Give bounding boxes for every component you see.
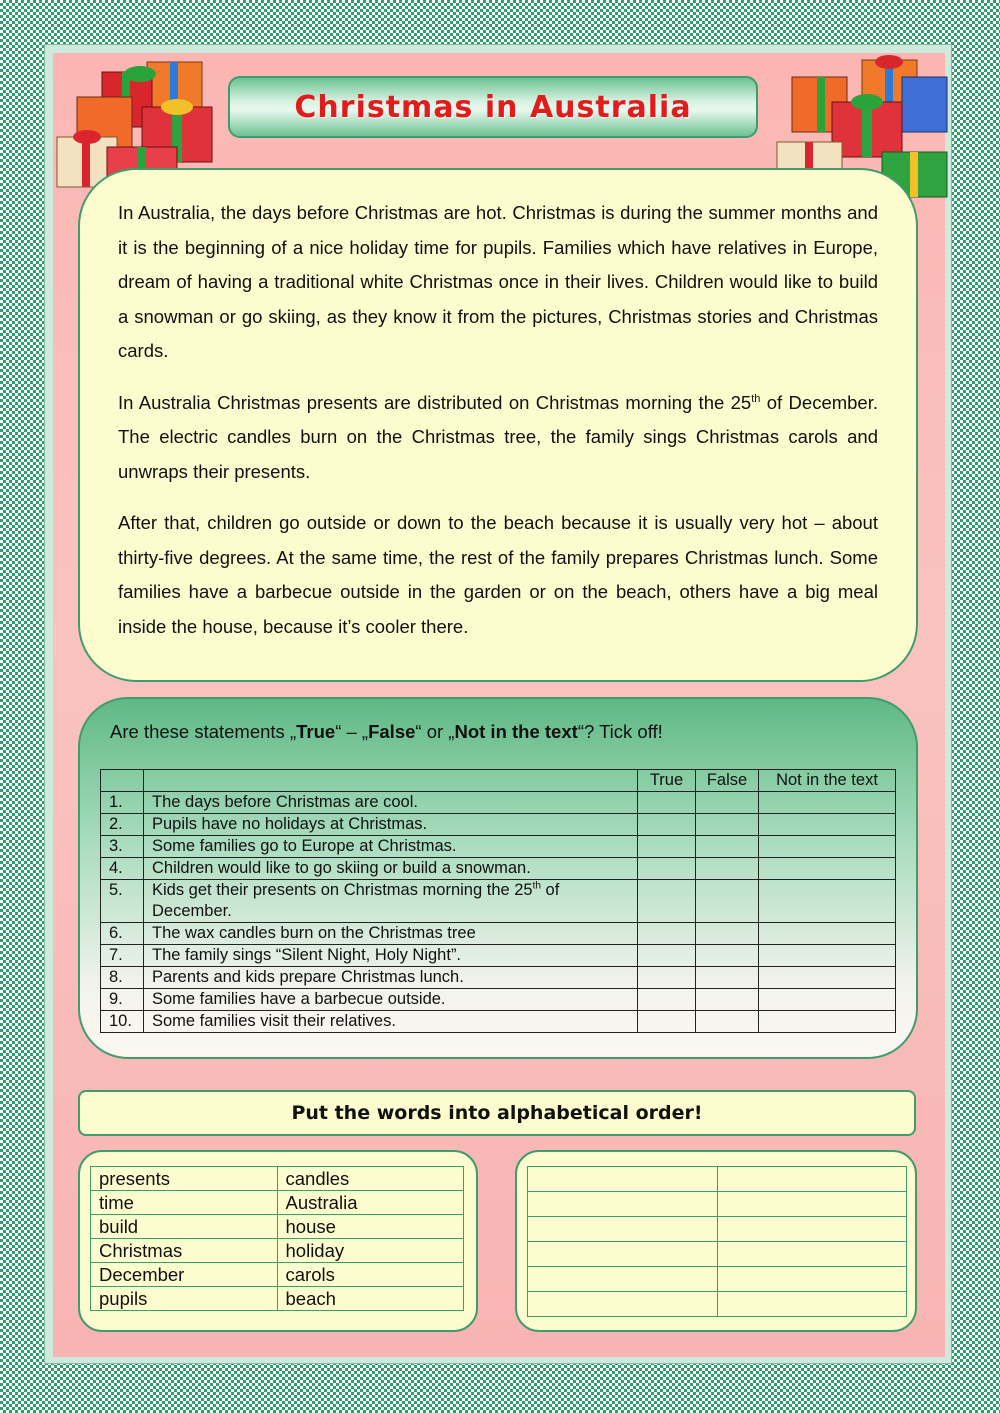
answer-cell[interactable] (528, 1267, 718, 1292)
answer-cell[interactable] (528, 1292, 718, 1317)
statement-part: Kids get their presents on Christmas morning the 25 (152, 881, 533, 899)
tick-true-cell[interactable] (638, 836, 696, 858)
tick-false-cell[interactable] (696, 858, 759, 880)
header-num (101, 770, 144, 792)
statement-text: The days before Christmas are cool. (144, 792, 638, 814)
table-row (101, 792, 896, 814)
header-statement (144, 770, 638, 792)
word-row (91, 1263, 464, 1287)
paragraph-2-superscript: th (751, 392, 761, 405)
page-title: Christmas in Australia (294, 89, 692, 125)
true-false-table (100, 769, 896, 1033)
word-cell: house (277, 1215, 464, 1239)
statement-number: 9. (101, 989, 144, 1011)
word-row (91, 1167, 464, 1191)
statement-number: 4. (101, 858, 144, 880)
word-cell: beach (277, 1287, 464, 1311)
table-row (101, 836, 896, 858)
tick-true-cell[interactable] (638, 967, 696, 989)
header-true: True (638, 770, 696, 792)
statement-number: 7. (101, 945, 144, 967)
paragraph-2 (118, 386, 878, 490)
tick-not-in-text-cell[interactable] (759, 880, 896, 923)
answer-row (528, 1242, 907, 1267)
statement-number: 8. (101, 967, 144, 989)
statement-text (144, 880, 638, 923)
word-cell: December (91, 1263, 278, 1287)
tick-false-cell[interactable] (696, 1011, 759, 1033)
table-row (101, 880, 896, 923)
statement-text: Parents and kids prepare Christmas lunch. (144, 967, 638, 989)
title-banner (228, 76, 758, 138)
answer-cell[interactable] (528, 1192, 718, 1217)
tick-not-in-text-cell[interactable] (759, 836, 896, 858)
tick-false-cell[interactable] (696, 792, 759, 814)
true-false-panel (78, 697, 918, 1059)
reading-text-panel (78, 168, 918, 682)
word-cell: holiday (277, 1239, 464, 1263)
statement-number: 10. (101, 1011, 144, 1033)
header-false: False (696, 770, 759, 792)
answer-cell[interactable] (717, 1192, 907, 1217)
tick-true-cell[interactable] (638, 989, 696, 1011)
word-row (91, 1239, 464, 1263)
instr-false-word: False (368, 721, 416, 742)
answer-cell[interactable] (717, 1167, 907, 1192)
answer-row (528, 1267, 907, 1292)
tick-true-cell[interactable] (638, 880, 696, 923)
word-row (91, 1215, 464, 1239)
statement-text: Children would like to go skiing or build a snowman. (144, 858, 638, 880)
tick-false-cell[interactable] (696, 836, 759, 858)
tick-not-in-text-cell[interactable] (759, 792, 896, 814)
word-cell: pupils (91, 1287, 278, 1311)
alphabetical-heading-bar (78, 1090, 916, 1136)
table-row (101, 858, 896, 880)
tick-true-cell[interactable] (638, 1011, 696, 1033)
tick-not-in-text-cell[interactable] (759, 967, 896, 989)
paragraph-2-text-b: of December. The electric candles burn on the Christmas tree, the family sings Christmas carols and unwraps their presents. (118, 391, 879, 482)
answer-cell[interactable] (717, 1242, 907, 1267)
instr-part: “ or „ (415, 721, 455, 742)
tick-false-cell[interactable] (696, 923, 759, 945)
tick-not-in-text-cell[interactable] (759, 923, 896, 945)
tick-false-cell[interactable] (696, 814, 759, 836)
answer-row (528, 1217, 907, 1242)
instr-part: “ – „ (335, 721, 369, 742)
table-row (101, 923, 896, 945)
word-row (91, 1287, 464, 1311)
instr-part: “? Tick off! (577, 721, 663, 742)
word-list-table (90, 1166, 464, 1311)
tick-false-cell[interactable] (696, 989, 759, 1011)
statement-number: 1. (101, 792, 144, 814)
paragraph-3: After that, children go outside or down to the beach because it is usually very hot – about thirty-five degrees. At the same time, the rest of the family prepares Christmas lunch. Some families have a barbecue outside in the garden or on the beach, others have a big meal inside the house, because it’s cooler there. (118, 512, 878, 637)
word-cell: build (91, 1215, 278, 1239)
answer-cell[interactable] (717, 1267, 907, 1292)
word-cell: time (91, 1191, 278, 1215)
table-row (101, 967, 896, 989)
tick-not-in-text-cell[interactable] (759, 945, 896, 967)
word-cell: Christmas (91, 1239, 278, 1263)
answer-cell[interactable] (528, 1242, 718, 1267)
statement-superscript: th (532, 880, 541, 892)
statement-number: 3. (101, 836, 144, 858)
tick-true-cell[interactable] (638, 814, 696, 836)
answer-grid-table (527, 1166, 907, 1317)
true-false-instruction (110, 721, 663, 743)
answer-row (528, 1167, 907, 1192)
tick-true-cell[interactable] (638, 858, 696, 880)
tick-false-cell[interactable] (696, 967, 759, 989)
tick-not-in-text-cell[interactable] (759, 814, 896, 836)
instr-true-word: True (296, 721, 336, 742)
word-list-panel (78, 1150, 478, 1332)
tick-false-cell[interactable] (696, 945, 759, 967)
tick-not-in-text-cell[interactable] (759, 989, 896, 1011)
word-cell: candles (277, 1167, 464, 1191)
answer-row (528, 1292, 907, 1317)
answer-cell[interactable] (528, 1167, 718, 1192)
statement-text: The family sings “Silent Night, Holy Night”. (144, 945, 638, 967)
header-not-in-text: Not in the text (759, 770, 896, 792)
word-cell: presents (91, 1167, 278, 1191)
table-row (101, 989, 896, 1011)
statement-number: 5. (101, 880, 144, 923)
word-row (91, 1191, 464, 1215)
tick-true-cell[interactable] (638, 923, 696, 945)
statement-text: Some families have a barbecue outside. (144, 989, 638, 1011)
word-cell: carols (277, 1263, 464, 1287)
answer-cell[interactable] (528, 1217, 718, 1242)
instr-part: Are these statements „ (110, 721, 297, 742)
tick-false-cell[interactable] (696, 880, 759, 923)
answer-cell[interactable] (717, 1217, 907, 1242)
table-row (101, 945, 896, 967)
table-header-row (101, 770, 896, 792)
answer-cell[interactable] (717, 1292, 907, 1317)
tick-not-in-text-cell[interactable] (759, 858, 896, 880)
statement-text: The wax candles burn on the Christmas tree (144, 923, 638, 945)
statement-text: Some families visit their relatives. (144, 1011, 638, 1033)
table-row (101, 1011, 896, 1033)
alphabetical-heading: Put the words into alphabetical order! (291, 1102, 703, 1124)
table-row (101, 814, 896, 836)
instr-nit-word: Not in the text (454, 721, 578, 742)
statement-number: 2. (101, 814, 144, 836)
tick-true-cell[interactable] (638, 945, 696, 967)
paragraph-2-text-a: In Australia Christmas presents are distributed on Christmas morning the 25 (118, 391, 752, 413)
statement-text: Some families go to Europe at Christmas. (144, 836, 638, 858)
true-false-body (101, 792, 896, 1033)
answer-grid-panel (515, 1150, 917, 1332)
paragraph-1: In Australia, the days before Christmas are hot. Christmas is during the summer months and it is the beginning of a nice holiday time for pupils. Families which have relatives in Europe, dream of having a traditional white Christmas once in their lives. Children would like to build a snowman or go skiing, as they know it from the pictures, Christmas stories and Christmas cards. (118, 202, 878, 361)
answer-row (528, 1192, 907, 1217)
statement-part: of December. (152, 881, 560, 920)
tick-true-cell[interactable] (638, 792, 696, 814)
tick-not-in-text-cell[interactable] (759, 1011, 896, 1033)
statement-number: 6. (101, 923, 144, 945)
word-cell: Australia (277, 1191, 464, 1215)
statement-text: Pupils have no holidays at Christmas. (144, 814, 638, 836)
